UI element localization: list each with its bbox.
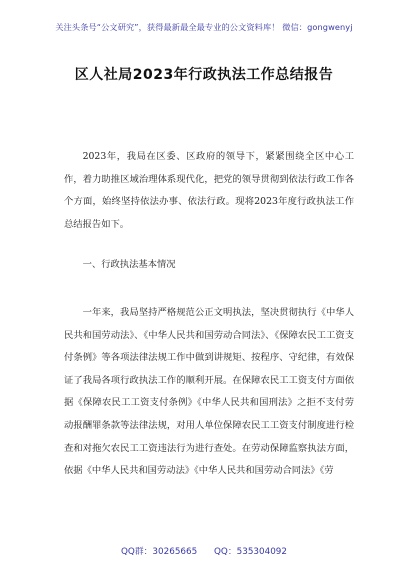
header-banner: 关注头条号“公文研究”，获得最新最全最专业的公文资料库！ 微信：gongwenyj [55,22,353,32]
section-paragraph: 一年来，我局坚持严格规范公正文明执法，坚决贯彻执行《中华人民共和国劳动法》、《中华人民共和国劳动合同法》、《保障农民工工资支付条例》等各项法律法规工作中做到讲规矩、按程序、守纪律，有效保证了我局各项行政执法工作的顺利开展。在保障农民工工资支付方面依据《保障农民工工资支付条例》《中华人民共和国刑法》之拒不支付劳动报酬罪条款等法律法规，对用人单位保障农民工工资支付制度进行检查和对拖欠农民工工资违法行为进行查处。在劳动保障监察执法方面，依据《中华人民共和国劳动法》《中华人民共和国劳动合同法》《劳 [64,307,354,477]
footer-qq-group: QQ群：30265665 [120,547,198,557]
section-heading: 一、行政执法基本情况 [82,259,176,270]
document-title: 区人社局2023年行政执法工作总结报告 [74,67,334,83]
footer-qq: QQ：535304092 [213,547,288,557]
footer-contact [0,544,408,557]
intro-paragraph: 2023年，我局在区委、区政府的领导下，紧紧围绕全区中心工作，着力助推区域治理体系现代化，把党的领导贯彻到依法行政工作各个方面，始终坚持依法办事、依法行政。现将2023年度行政执法工作总结报告如下。 [64,151,354,230]
